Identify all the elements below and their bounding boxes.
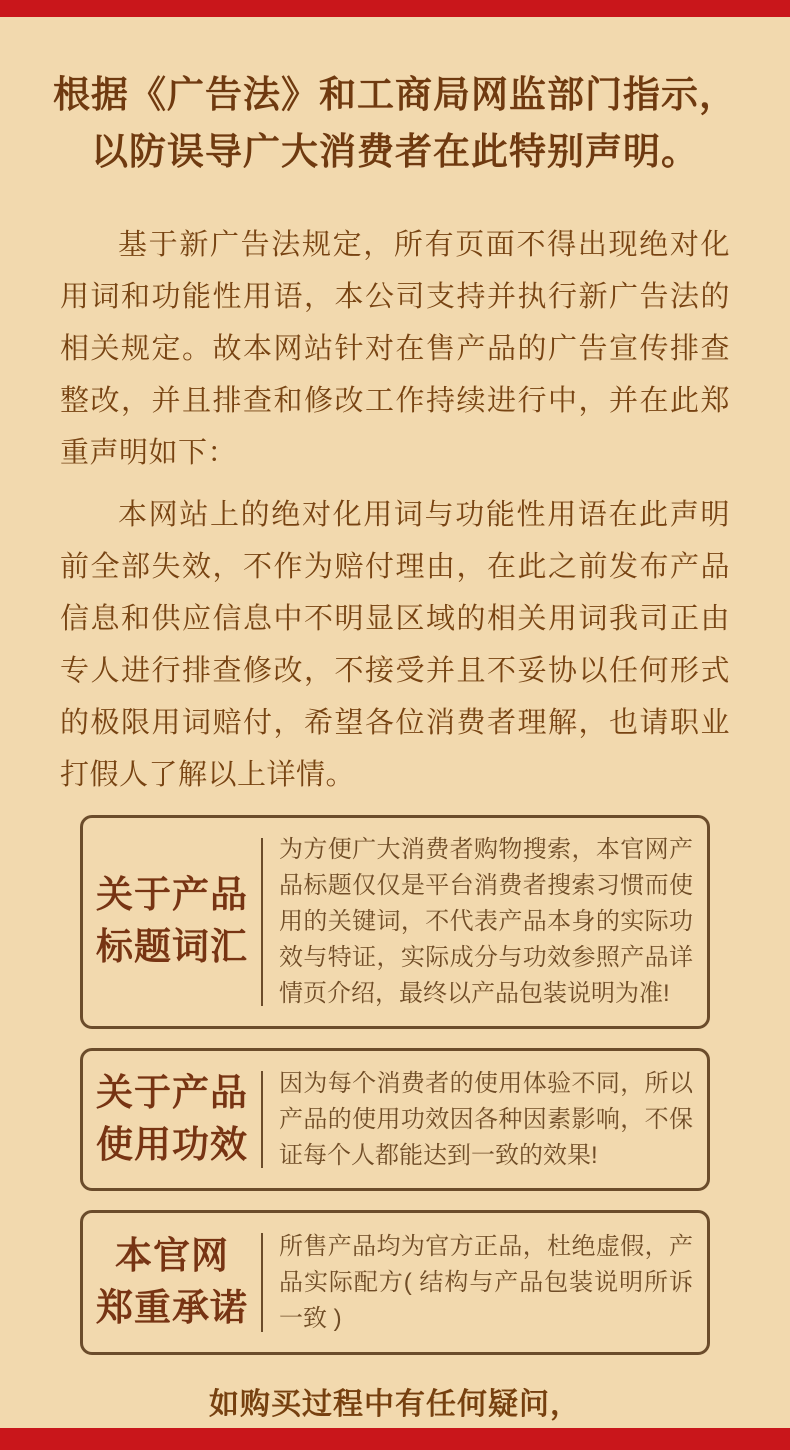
notice-box-body: 所售产品均为官方正品，杜绝虚假，产品实际配方( 结构与产品包装说明所诉一致 ) xyxy=(279,1232,693,1332)
notice-box-official-promise xyxy=(80,1210,710,1355)
page-title xyxy=(28,67,762,181)
notice-box-product-effect xyxy=(80,1048,710,1191)
page-title-line2: 以防误导广大消费者在此特别声明。 xyxy=(91,132,699,173)
notice-box-body: 因为每个消费者的使用体验不同，所以产品的使用功效因各种因素影响，不保证每个人都能达到一致的效果! xyxy=(279,1069,693,1169)
notice-box-title xyxy=(83,1059,261,1180)
page-title-line1: 根据《广告法》和工商局网监部门指示， xyxy=(53,75,737,116)
top-red-bar xyxy=(0,0,790,17)
notice-box-title-line1: 关于产品 xyxy=(96,1072,248,1114)
footer-note-line1: 如购买过程中有任何疑问， xyxy=(209,1388,581,1421)
notice-box-product-title xyxy=(80,815,710,1029)
notice-box-title-line1: 关于产品 xyxy=(96,875,248,916)
notice-box-title-line2: 标题词汇 xyxy=(96,927,248,968)
statement-paragraph-1: 基于新广告法规定，所有页面不得出现绝对化用词和功能性用语，本公司支持并执行新广告法的相关规定。故本网站针对在售产品的广告宣传排查整改，并且排查和修改工作持续进行中，并在此郑重声明如下： xyxy=(60,229,730,469)
notice-box-title-line2: 使用功效 xyxy=(96,1124,248,1166)
notice-box-title xyxy=(83,826,261,1018)
notice-box-title-line1: 本官网 xyxy=(115,1235,229,1277)
statement-paragraph-2: 本网站上的绝对化用词与功能性用语在此声明前全部失效，不作为赔付理由，在此之前发布产品信息和供应信息中不明显区域的相关用词我司正由专人进行排查修改，不接受并且不妥协以任何形式的极限用词赔付，希望各位消费者理解，也请职业打假人了解以上详情。 xyxy=(60,499,730,791)
notice-box-title xyxy=(83,1221,261,1344)
notice-box-body: 为方便广大消费者购物搜索，本官网产品标题仅仅是平台消费者搜索习惯而使用的关键词，不代表产品本身的实际功效与特证，实际成分与功效参照产品详情页介绍，最终以产品包装说明为准! xyxy=(279,836,693,1007)
bottom-red-bar xyxy=(0,1428,790,1450)
notice-box-title-line2: 郑重承诺 xyxy=(96,1287,248,1329)
notice-box-list xyxy=(0,815,790,1355)
